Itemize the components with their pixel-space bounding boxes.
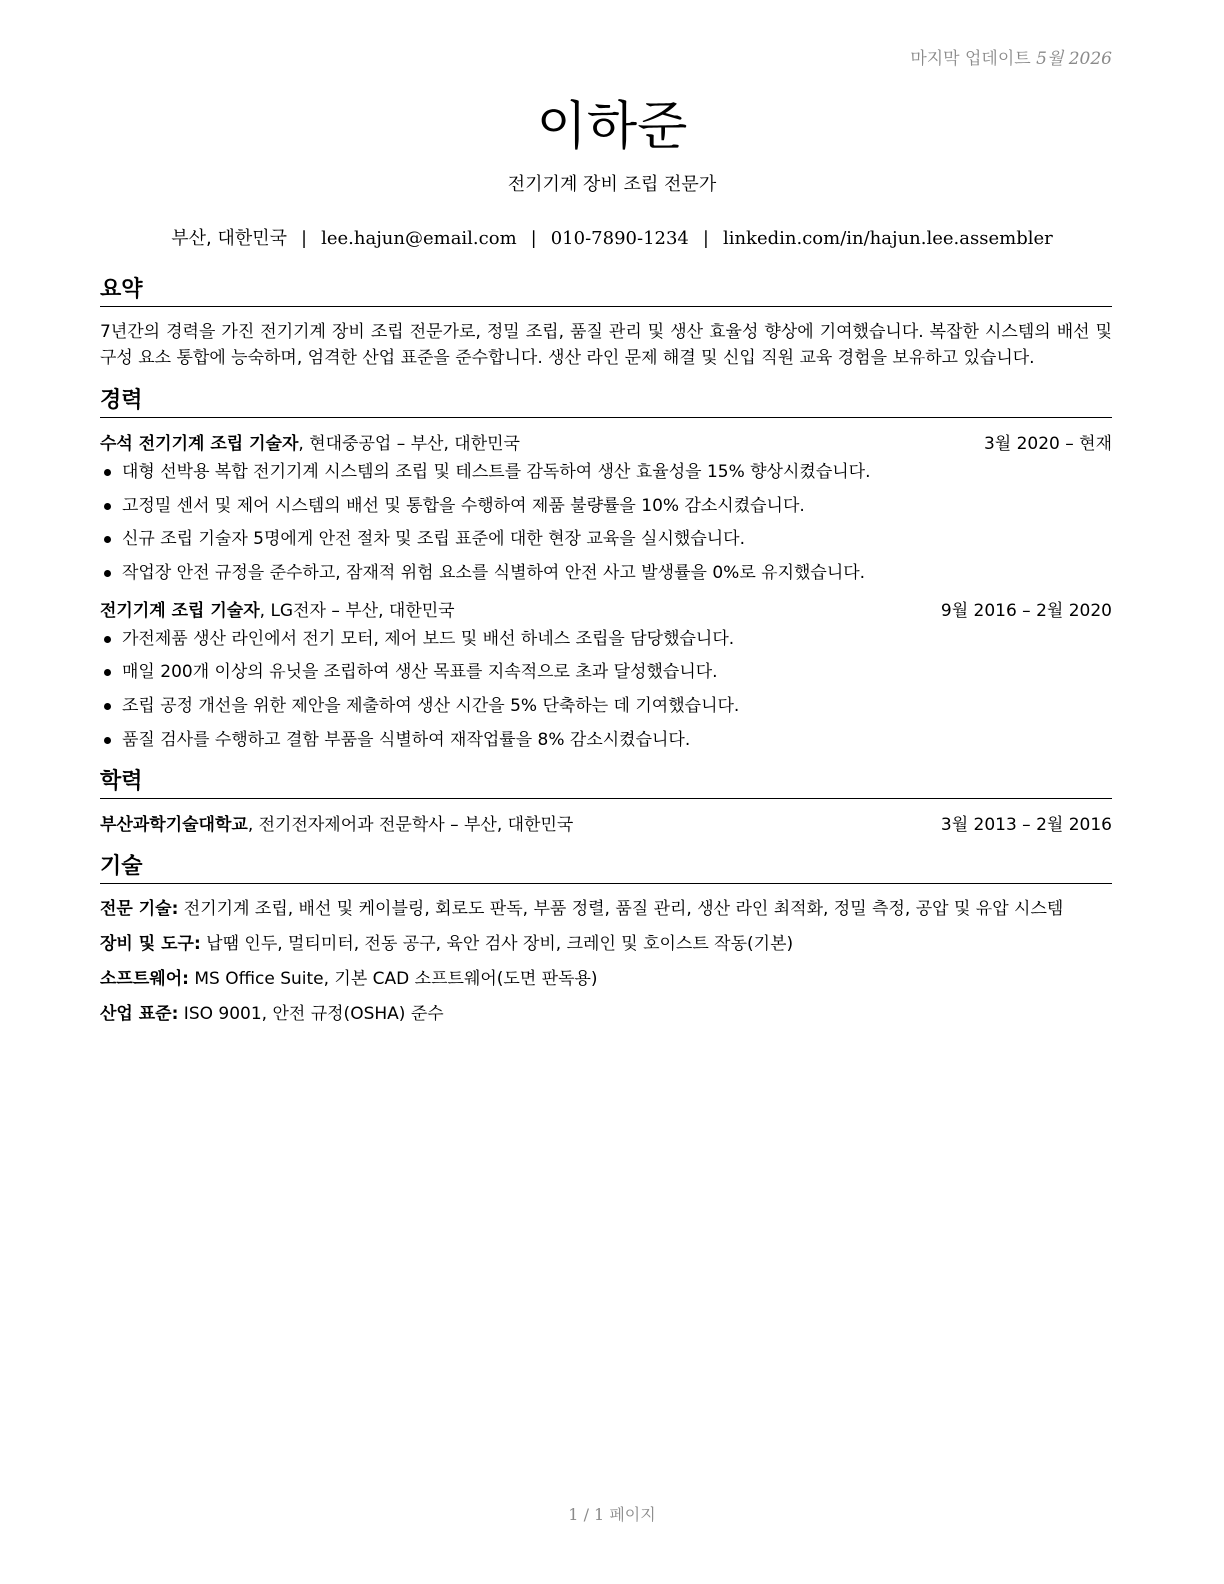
education-dates: 3월 2013 – 2월 2016	[940, 814, 1112, 835]
skill-label: 전문 기술:	[100, 898, 179, 919]
education-detail: , 전기전자제어과 전문학사 – 부산, 대한민국	[247, 814, 574, 835]
page-label: 페이지	[609, 1505, 656, 1524]
job-dates: 3월 2020 – 현재	[983, 434, 1112, 454]
contact-separator: |	[702, 228, 709, 249]
section-title-skills: 기술	[100, 853, 1112, 884]
job-org: , 현대중공업 – 부산, 대한민국	[298, 434, 520, 454]
education-entry	[100, 813, 1112, 837]
skill-line	[100, 1001, 1112, 1027]
last-updated-label: 마지막 업데이트	[910, 49, 1031, 69]
contact-separator: |	[301, 228, 308, 249]
job-bullets	[100, 627, 1112, 752]
last-updated-date: 5월 2026	[1036, 49, 1112, 69]
page-footer	[0, 1502, 1224, 1525]
skill-line	[100, 931, 1112, 957]
contact-phone: 010-7890-1234	[550, 228, 689, 249]
skill-value: MS Office Suite, 기본 CAD 소프트웨어(도면 판독용)	[188, 968, 598, 989]
skill-line	[100, 966, 1112, 992]
job-header	[100, 432, 1112, 456]
list-item: 조립 공정 개선을 위한 제안을 제출하여 생산 시간을 5% 단축하는 데 기여했습니다.	[100, 694, 1112, 718]
section-title-summary: 요약	[100, 276, 1112, 307]
contact-email[interactable]: lee.hajun@email.com	[321, 228, 517, 249]
list-item: 신규 조립 기술자 5명에게 안전 절차 및 조립 표준에 대한 현장 교육을 실시했습니다.	[100, 527, 1112, 551]
summary-text: 7년간의 경력을 가진 전기기계 장비 조립 전문가로, 정밀 조립, 품질 관리 및 생산 효율성 향상에 기여했습니다. 복잡한 시스템의 배선 및 구성 요소 통합에 능숙하며, 엄격한 산업 표준을 준수합니다. 생산 라인 문제 해결 및 신입 직원 교육 경험을 보유하고 있습니다.	[100, 322, 1112, 368]
skill-label: 산업 표준:	[100, 1003, 179, 1024]
contact-linkedin[interactable]: linkedin.com/in/hajun.lee.assembler	[722, 228, 1053, 249]
list-item: 품질 검사를 수행하고 결함 부품을 식별하여 재작업률을 8% 감소시켰습니다.	[100, 728, 1112, 752]
resume-body	[100, 276, 1112, 1036]
skill-line	[100, 896, 1112, 922]
summary-section	[100, 276, 1112, 371]
list-item: 매일 200개 이상의 유닛을 조립하여 생산 목표를 지속적으로 초과 달성했습니다.	[100, 660, 1112, 684]
list-item: 대형 선박용 복합 전기기계 시스템의 조립 및 테스트를 감독하여 생산 효율성을 15% 향상시켰습니다.	[100, 460, 1112, 484]
page-number: 1 / 1	[568, 1505, 605, 1524]
skill-value: 전기기계 조립, 배선 및 케이블링, 회로도 판독, 부품 정렬, 품질 관리, 생산 라인 최적화, 정밀 측정, 공압 및 유압 시스템	[178, 898, 1064, 919]
skill-label: 장비 및 도구:	[100, 933, 201, 954]
education-section	[100, 768, 1112, 837]
skill-label: 소프트웨어:	[100, 968, 189, 989]
contact-separator: |	[530, 228, 537, 249]
education-school: 부산과학기술대학교	[100, 814, 248, 835]
section-title-experience: 경력	[100, 387, 1112, 418]
job-bullets	[100, 460, 1112, 585]
job-dates: 9월 2016 – 2월 2020	[940, 600, 1112, 621]
job-role: 수석 전기기계 조립 기술자	[100, 434, 299, 454]
section-title-education: 학력	[100, 768, 1112, 799]
job-header	[100, 599, 1112, 623]
list-item: 고정밀 센서 및 제어 시스템의 배선 및 통합을 수행하여 제품 불량률을 10% 감소시켰습니다.	[100, 494, 1112, 518]
list-item: 가전제품 생산 라인에서 전기 모터, 제어 보드 및 배선 하네스 조립을 담당했습니다.	[100, 627, 1112, 651]
contact-location: 부산, 대한민국	[171, 228, 288, 249]
resume-name: 이하준	[536, 97, 688, 157]
experience-section	[100, 387, 1112, 752]
list-item: 작업장 안전 규정을 준수하고, 잠재적 위험 요소를 식별하여 안전 사고 발생률을 0%로 유지했습니다.	[100, 561, 1112, 585]
contact-line	[0, 224, 1224, 250]
last-updated	[910, 44, 1112, 69]
skill-value: ISO 9001, 안전 규정(OSHA) 준수	[178, 1003, 444, 1024]
job-org: , LG전자 – 부산, 대한민국	[259, 600, 455, 621]
resume-headline: 전기기계 장비 조립 전문가	[507, 174, 717, 195]
skills-section	[100, 853, 1112, 1027]
skill-value: 납땜 인두, 멀티미터, 전동 공구, 육안 검사 장비, 크레인 및 호이스트 작동(기본)	[200, 933, 794, 954]
job-role: 전기기계 조립 기술자	[100, 600, 260, 621]
